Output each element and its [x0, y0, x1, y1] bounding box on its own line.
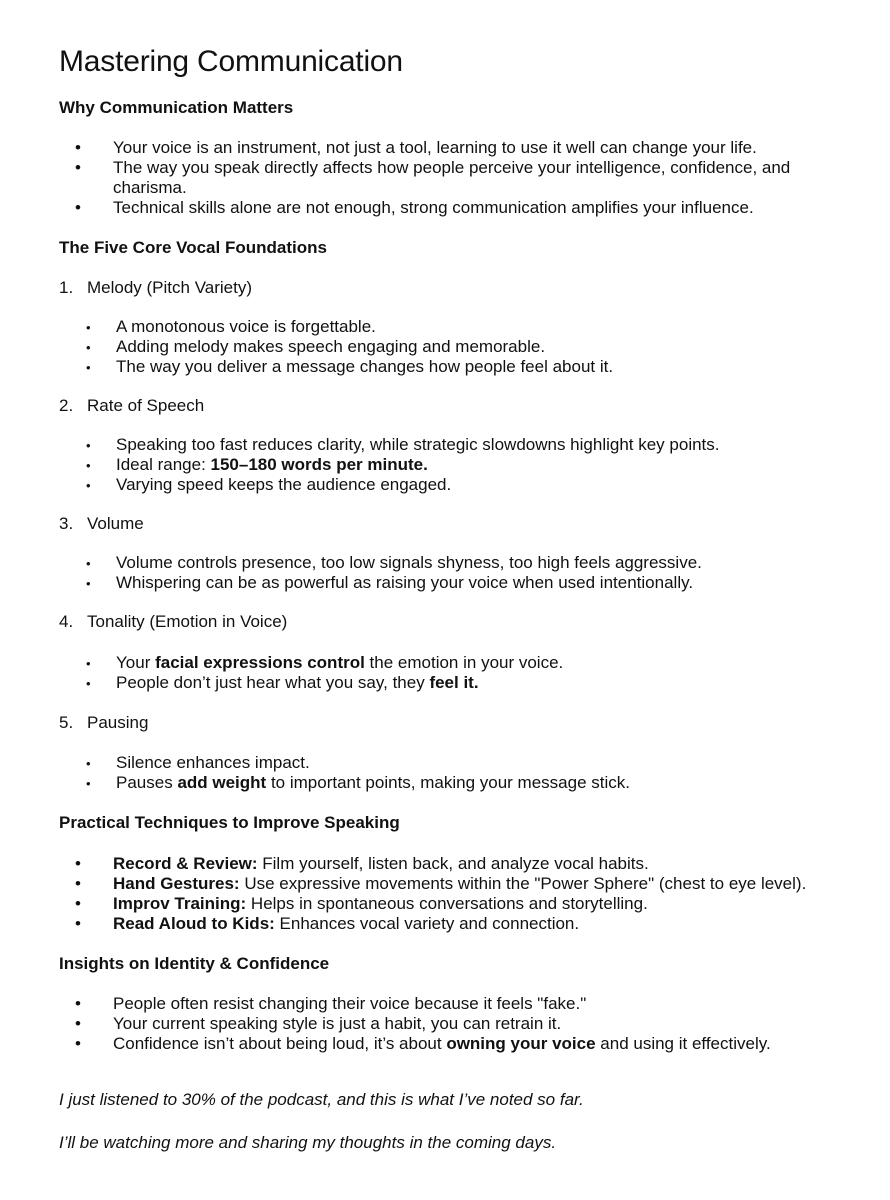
list-item: • Speaking too fast reduces clarity, while strategic slowdowns highlight key points. [86, 435, 720, 454]
list-item: • Hand Gestures: Use expressive movements within the "Power Sphere" (chest to eye level). [75, 874, 807, 893]
section-heading-techniques: Practical Techniques to Improve Speaking [59, 813, 400, 832]
closing-note-2: I’ll be watching more and sharing my thoughts in the coming days. [59, 1133, 557, 1152]
bullet-icon: • [86, 776, 91, 791]
bullet-icon: • [86, 556, 91, 571]
item-number: 4. [59, 612, 74, 631]
list-item: • Confidence isn’t about being loud, it’s about owning your voice and using it effectively. [75, 1034, 771, 1053]
bullet-icon: • [86, 656, 91, 671]
list-item: • Read Aloud to Kids: Enhances vocal variety and connection. [75, 914, 580, 933]
closing-note-1: I just listened to 30% of the podcast, and this is what I’ve noted so far. [59, 1090, 584, 1109]
list-item: • Your voice is an instrument, not just a tool, learning to use it well can change your life. [75, 138, 757, 157]
section-heading-why: Why Communication Matters [59, 98, 294, 117]
list-item: • Your current speaking style is just a habit, you can retrain it. [75, 1014, 562, 1033]
document-page [59, 44, 859, 1153]
list-item: • Improv Training: Helps in spontaneous conversations and storytelling. [75, 894, 648, 913]
list-item: • Ideal range: 150–180 words per minute. [86, 455, 428, 474]
list-item: • Whispering can be as powerful as raising your voice when used intentionally. [86, 573, 694, 592]
item-label: Rate of Speech [87, 396, 205, 415]
bullet-icon: • [75, 138, 81, 157]
techniques-bullet-list [59, 854, 859, 934]
item-number: 3. [59, 514, 74, 533]
bullet-icon: • [86, 756, 91, 771]
bullet-icon: • [75, 874, 81, 893]
identity-bullet-list [59, 994, 859, 1054]
item-label: Volume [87, 514, 144, 533]
section-heading-identity: Insights on Identity & Confidence [59, 954, 330, 973]
list-item: • Record & Review: Film yourself, listen back, and analyze vocal habits. [75, 854, 649, 873]
page-title: Mastering Communication [59, 45, 403, 78]
list-item: • Technical skills alone are not enough, strong communication amplifies your influence. [75, 198, 754, 217]
list-item: • Varying speed keeps the audience engaged. [86, 475, 452, 494]
item-number: 2. [59, 396, 74, 415]
why-bullet-list [59, 138, 859, 218]
item-label: Melody (Pitch Variety) [87, 278, 253, 297]
list-item: • Pauses add weight to important points, making your message stick. [86, 773, 630, 792]
bullet-icon: • [86, 438, 91, 453]
item-label: Tonality (Emotion in Voice) [87, 612, 288, 631]
bullet-icon: • [86, 478, 91, 493]
bullet-icon: • [86, 676, 91, 691]
bullet-icon: • [86, 576, 91, 591]
numbered-item-pausing [59, 713, 859, 733]
bullet-icon: • [75, 158, 81, 177]
bullet-icon: • [75, 994, 81, 1013]
bullet-icon: • [75, 914, 81, 933]
bullet-icon: • [86, 458, 91, 473]
numbered-item-melody [59, 278, 859, 298]
numbered-item-rate [59, 396, 859, 416]
bullet-icon: • [86, 360, 91, 375]
rate-bullet-list [59, 435, 859, 495]
bullet-icon: • [86, 340, 91, 355]
bullet-icon: • [75, 894, 81, 913]
list-item: • A monotonous voice is forgettable. [86, 317, 376, 336]
list-item: • People often resist changing their voice because it feels "fake." [75, 994, 587, 1013]
bullet-icon: • [75, 854, 81, 873]
list-item: • Silence enhances impact. [86, 753, 310, 772]
numbered-item-tonality [59, 612, 859, 632]
list-item: • Adding melody makes speech engaging and memorable. [86, 337, 546, 356]
list-item: • Volume controls presence, too low signals shyness, too high feels aggressive. [86, 553, 702, 572]
bullet-icon: • [75, 198, 81, 217]
volume-bullet-list [59, 553, 859, 593]
list-item: • The way you speak directly affects how people perceive your intelligence, confidence, and charisma. [75, 158, 791, 197]
list-item: • The way you deliver a message changes how people feel about it. [86, 357, 614, 376]
item-number: 5. [59, 713, 74, 732]
item-label: Pausing [87, 713, 149, 732]
melody-bullet-list [59, 317, 859, 377]
item-number: 1. [59, 278, 74, 297]
pausing-bullet-list [59, 753, 859, 793]
bullet-icon: • [75, 1034, 81, 1053]
section-heading-foundations: The Five Core Vocal Foundations [59, 238, 327, 257]
bullet-icon: • [86, 320, 91, 335]
bullet-icon: • [75, 1014, 81, 1033]
list-item: • People don’t just hear what you say, they feel it. [86, 673, 479, 692]
list-item: • Your facial expressions control the emotion in your voice. [86, 653, 564, 672]
numbered-item-volume [59, 514, 859, 534]
tonality-bullet-list [59, 653, 859, 693]
